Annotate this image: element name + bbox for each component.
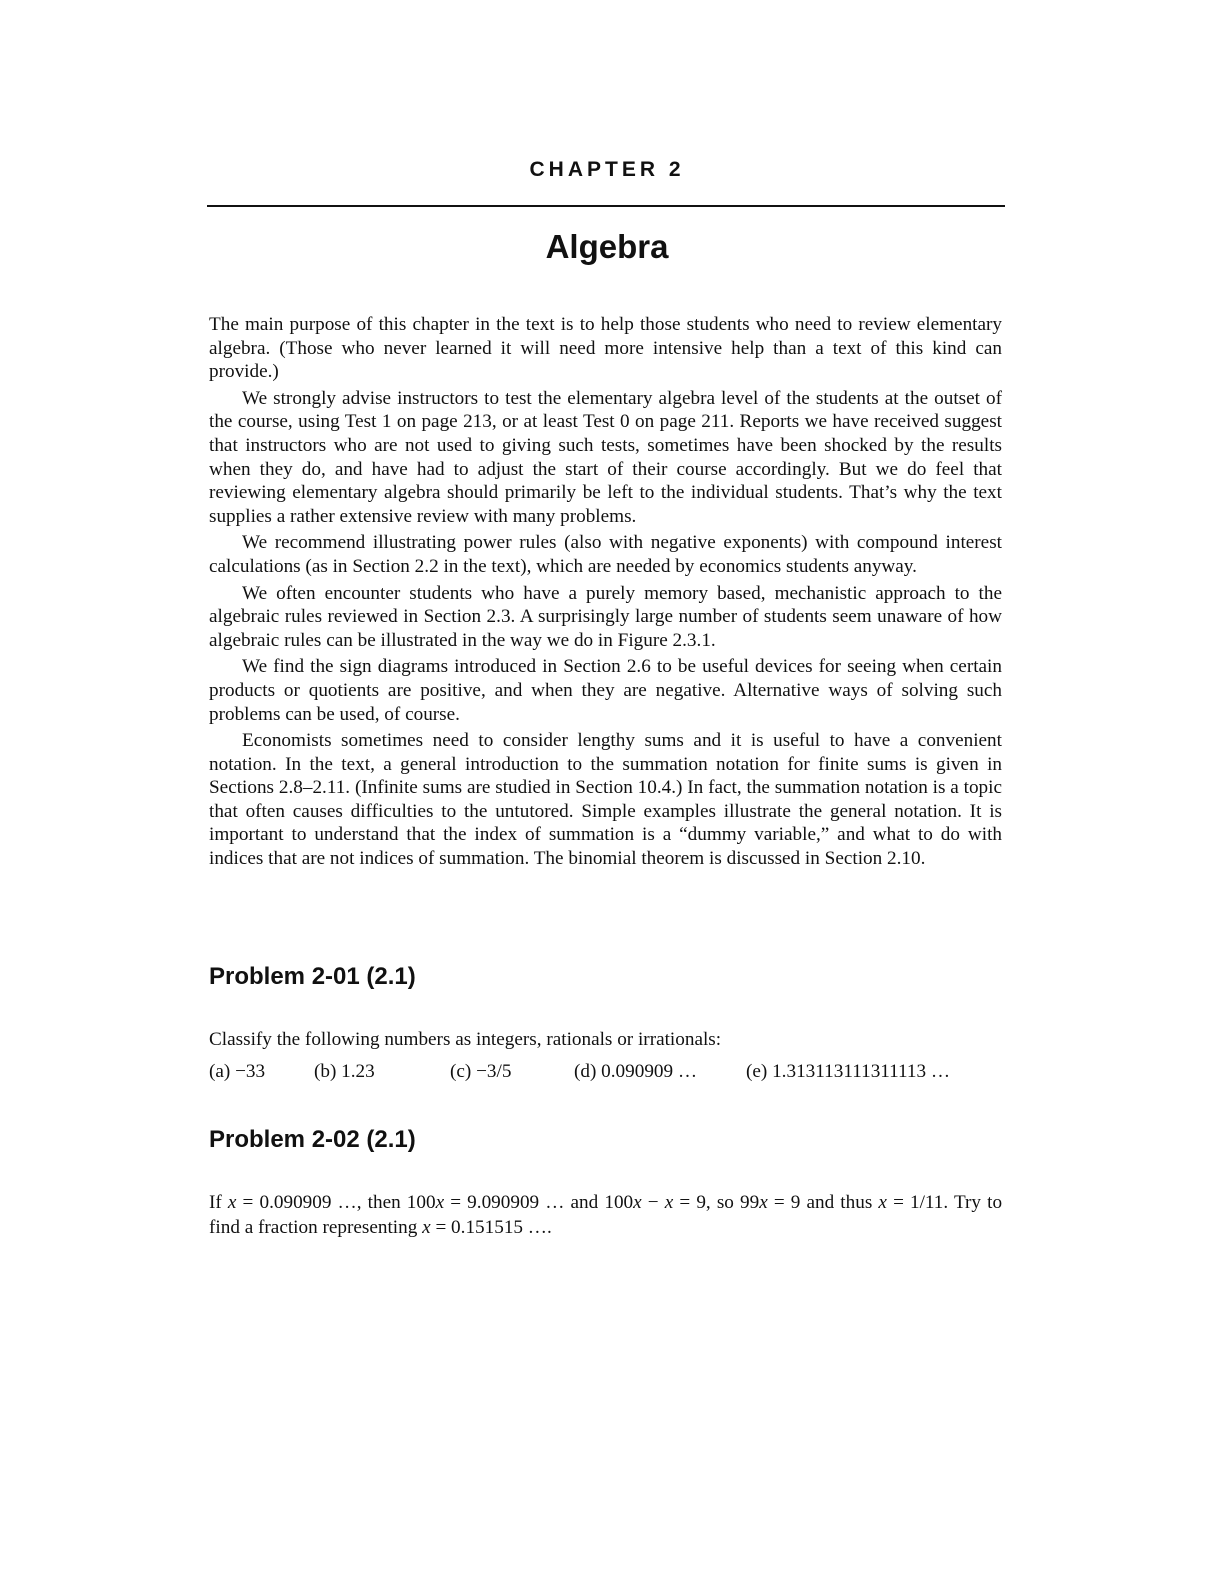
text-segment: If — [209, 1192, 228, 1213]
text-segment: = 1/11. Try to find a fraction representing — [209, 1192, 1003, 1238]
intro-paragraph-2: We strongly advise instructors to test the elementary algebra level of the students at the outset of the course, using Test 1 on page 213, or at least Test 0 on page 211. Reports we have received suggest that instructors who are not used to giving such tests, sometimes have been shocked by the results when they do, and have had to adjust the start of their course accordingly. But we do feel that reviewing elementary algebra should primarily be left to the individual students. That’s why the text supplies a rather extensive review with many problems. — [209, 387, 1002, 527]
intro-paragraph-3: We recommend illustrating power rules (also with negative exponents) with compound interest calculations (as in Section 2.2 in the text), which are needed by economics students anyway. — [209, 532, 1002, 577]
problem-2-text — [209, 1190, 1002, 1240]
text-segment: = 9.090909 … and 100 — [444, 1192, 634, 1213]
math-variable: x — [759, 1192, 768, 1213]
math-variable: x — [633, 1192, 642, 1213]
problem-2-heading: Problem 2-02 (2.1) — [209, 1126, 416, 1153]
math-variable: x — [664, 1192, 674, 1213]
option-c: (c) −3/5 — [450, 1061, 512, 1082]
intro-paragraph-1: The main purpose of this chapter in the text is to help those students who need to review elementary algebra. (Those who never learned it will need more intensive help than a text of this kind can provide.) — [209, 314, 1002, 383]
intro-paragraph-6: Economists sometimes need to consider lengthy sums and it is useful to have a convenient notation. In the text, a general introduction to the summation notation for finite sums is given in Sections 2.8–2.11. (Infinite sums are studied in Section 10.4.) In fact, the summation notation is a topic that often causes difficulties to the untutored. Simple examples illustrate the general notation. It is important to understand that the index of summation is a “dummy variable,” and what to do with indices that are not indices of summation. The binomial theorem is discussed in Section 2.10. — [209, 730, 1002, 870]
intro-paragraph-5: We find the sign diagrams introduced in Section 2.6 to be useful devices for seeing when certain products or quotients are positive, and when they are negative. Alternative ways of solving such problems can be used, of course. — [209, 656, 1002, 725]
math-variable: x — [878, 1192, 887, 1213]
text-segment: − — [641, 1192, 665, 1213]
problem-1-options — [209, 1061, 1002, 1087]
problem-1-text: Classify the following numbers as integers, rationals or irrationals: — [209, 1029, 722, 1050]
intro-text — [209, 313, 1002, 871]
math-variable: x — [422, 1217, 431, 1238]
chapter-title: Algebra — [545, 228, 669, 265]
math-variable: x — [435, 1192, 445, 1213]
text-segment: = 0.151515 …. — [430, 1217, 552, 1238]
math-variable: x — [227, 1192, 237, 1213]
option-d: (d) 0.090909 … — [574, 1061, 698, 1082]
text-segment: = 9, so 99 — [673, 1192, 760, 1213]
text-segment: = 9 and thus — [767, 1192, 879, 1213]
text-segment: = 0.090909 …, then 100 — [236, 1192, 436, 1213]
option-e: (e) 1.313113111311113 … — [746, 1061, 951, 1082]
option-a: (a) −33 — [209, 1061, 266, 1082]
chapter-divider — [207, 205, 1005, 207]
intro-paragraph-4: We often encounter students who have a purely memory based, mechanistic approach to the algebraic rules reviewed in Section 2.3. A surprisingly large number of students seem unaware of how algebraic rules can be illustrated in the way we do in Figure 2.3.1. — [209, 582, 1002, 651]
problem-1-heading: Problem 2-01 (2.1) — [209, 963, 416, 990]
option-b: (b) 1.23 — [314, 1061, 375, 1082]
chapter-label: CHAPTER 2 — [529, 158, 685, 181]
